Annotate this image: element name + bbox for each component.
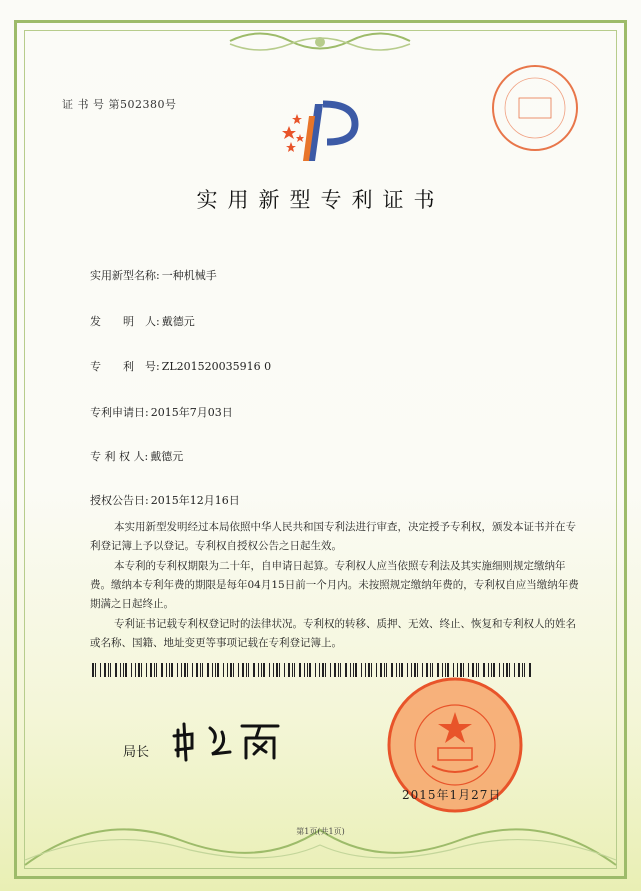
field-patentee xyxy=(90,448,183,464)
field-utility-name xyxy=(90,267,217,283)
field-grant-date xyxy=(90,492,240,508)
field-value: 2015年7月03日 xyxy=(150,406,233,419)
field-inventor xyxy=(90,313,195,329)
field-label: 实用新型名称: xyxy=(90,269,160,282)
director-label: 局长 xyxy=(123,745,150,760)
barcode-icon xyxy=(92,663,532,677)
field-value: 戴德元 xyxy=(150,450,184,463)
certificate-number: 证 书 号 第502380号 xyxy=(62,98,177,111)
body-paragraph: 本实用新型发明经过本局依照中华人民共和国专利法进行审查，决定授予专利权，颁发本证书并在专利登记簿上予以登记。专利权自授权公告之日起生效。 xyxy=(90,521,576,552)
field-value: 一种机械手 xyxy=(161,269,217,282)
certificate-title: 实用新型专利证书 xyxy=(196,188,445,212)
director-signature-icon xyxy=(170,718,290,763)
issue-date: 2015年1月27日 xyxy=(402,788,502,802)
field-label: 专 利 号: xyxy=(90,360,160,373)
field-patent-number xyxy=(90,358,271,374)
patent-office-logo-icon xyxy=(275,96,365,166)
field-value: 戴德元 xyxy=(161,315,195,328)
field-label: 专 利 权 人: xyxy=(90,450,149,463)
body-paragraph: 专利证书记载专利权登记时的法律状况。专利权的转移、质押、无效、终止、恢复和专利权人的姓名或名称、国籍、地址变更等事项记载在专利登记簿上。 xyxy=(90,618,576,649)
body-paragraph: 本专利的专利权期限为二十年，自申请日起算。专利权人应当依照专利法及其实施细则规定缴纳年费。缴纳本专利年费的期限是每年04月15日前一个月内。未按照规定缴纳年费的，专利权自应当缴纳年费期满之日起终止。 xyxy=(90,560,579,610)
field-label: 发 明 人: xyxy=(90,315,160,328)
field-label: 授权公告日: xyxy=(90,494,149,507)
field-value: ZL201520035916 0 xyxy=(161,360,272,373)
field-application-date xyxy=(90,404,233,420)
company-seal-icon xyxy=(489,62,581,154)
field-label: 专利申请日: xyxy=(90,406,149,419)
page-number: 第1页(共1页) xyxy=(296,827,345,836)
top-ornament-icon xyxy=(220,26,420,56)
field-value: 2015年12月16日 xyxy=(150,494,240,507)
